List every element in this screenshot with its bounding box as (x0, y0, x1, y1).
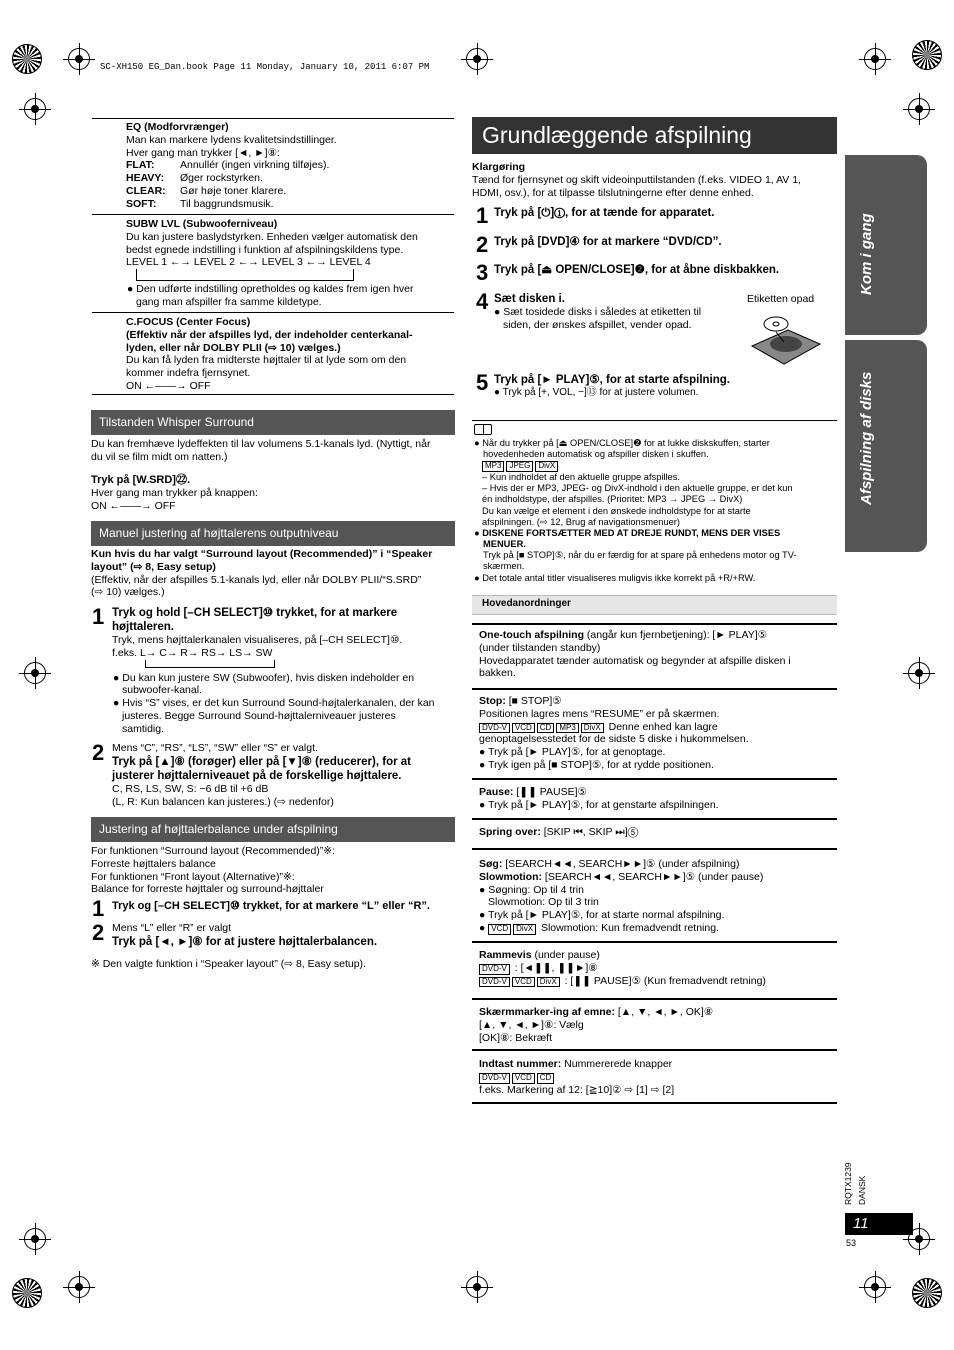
page-number-small: 53 (846, 1238, 857, 1248)
table-row: Skærmmarker-ing af emne: [▲, ▼, ◄, ►, OK]⑧ [▲, ▼, ◄, ►]⑧: Vælg [OK]⑧: Bekræft (479, 1006, 714, 1044)
registration-star-top-left (12, 44, 42, 74)
registration-star-bottom-right (912, 1278, 942, 1308)
table-row: Stop: [■ STOP]⑤ Positionen lagres mens “RESUME” er på skærmen. DVD-V VCD CD MP3 DivX Denne enhed kan lagre genoptagelsesstedet for de sidste 5 diske i hukommelsen. ● Tryk på [► PLAY]⑤, for at genoptage. ● Tryk igen på [■ STOP]⑤, for at rydde positionen. (479, 695, 749, 771)
step-text: Tryk på [DVD]④ for at markere “DVD/CD”. (494, 236, 722, 248)
side-tab-label: Kom i gang (858, 213, 875, 295)
subw-section (126, 218, 446, 309)
tag-badge: MP3 (482, 461, 504, 472)
crosshair-mark (466, 1276, 488, 1298)
tag-badge: JPEG (506, 461, 533, 472)
manual-step2: Mens “C”, “RS”, “LS”, “SW” eller “S” er valgt. Tryk på [▲]⑧ (forøger) eller på [▼]⑧ (reducerer), for at justerer højttalerniveauet på de forskellige højttalere. C, RS, LS, SW, S: −6 dB til +6 dB (L, R: Kun balancen kan justeres.) (⇨ nedenfor) (112, 742, 411, 808)
whisper-heading: Tilstanden Whisper Surround (91, 410, 455, 435)
disc-tray-illustration (748, 306, 822, 366)
table-row-line (472, 623, 837, 625)
table-row-line (472, 998, 837, 1000)
whisper-press: Tryk på [W.SRD]㉒. (91, 473, 191, 486)
crosshair-mark (864, 1276, 886, 1298)
registration-star-bottom-left (12, 1278, 42, 1308)
balance-intro: For funktionen “Surround layout (Recommended)”※: Forreste højttalers balance For funktionen “Front layout (Alternative)”※: Balance for forreste højttaler og surround-højttaler (91, 845, 335, 896)
label-up-caption: Etiketten opad (747, 293, 815, 305)
table-row-line (472, 941, 837, 943)
table-row: Rammevis (under pause) DVD-V : [◄❚❚, ❚❚►]⑧ DVD-V VCD DivX : [❚❚ PAUSE]⑤ (Kun fremadvendt retning) (479, 949, 766, 987)
eq-option: FLAT: Annullér (ingen virkning tilføjes). (126, 159, 330, 172)
step-number: 2 (476, 232, 489, 257)
cfocus-note: lyden, eller når DOLBY PLII (⇨ 10) vælges.) (126, 341, 341, 354)
eq-title: EQ (Modforvrænger) (126, 121, 229, 133)
step-5: Tryk på [► PLAY]⑤, for at starte afspilning. ● Tryk på [+, VOL, −]⑬ for at justere volumen. (494, 374, 730, 399)
doc-code: RQTX1239 (843, 1162, 853, 1205)
registration-star-top-right (912, 40, 942, 70)
crosshair-mark (24, 662, 46, 684)
table-row: Søg: [SEARCH◄◄, SEARCH►►]⑤ (under afspilning) Slowmotion: [SEARCH◄◄, SEARCH►►]⑤ (under pause) ● Søgning: Op til 4 trin Slowmotion: Op til 3 trin ● Tryk på [► PLAY]⑤, for at starte normal afspilning. ● VCD DivX Slowmotion: Kun fremadvendt retning. (479, 858, 764, 934)
crosshair-mark (908, 98, 930, 120)
step-number: 3 (476, 260, 489, 285)
step-number: 2 (92, 740, 105, 765)
step-text: Tryk på [⏻]①, for at tænde for apparatet. (494, 207, 715, 219)
eq-line: Man kan markere lydens kvalitetsindstillinger. (126, 133, 337, 146)
eq-section (126, 121, 446, 211)
table-row-line (472, 1102, 837, 1104)
whisper-section: Du kan fremhæve lydeffekten til lav volumens 5.1-kanals lyd. (Nyttigt, når du vil se film midt om natten.) Tryk på [W.SRD]㉒. Hver gang man trykker på knappen: ON ←——→ OFF (91, 438, 455, 513)
subw-bullet: gang man afspiller fra samme kildetype. (136, 295, 322, 308)
eq-option: CLEAR: Gør høje toner klarere. (126, 184, 287, 197)
divider (92, 312, 454, 313)
manual-intro: Kun hvis du har valgt “Surround layout (Recommended)” i “Speaker layout” (⇨ 8, Easy setup) (Effektiv, når der afspilles 5.1-kanals lyd, eller når DOLBY PLII/“S.SRD” (⇨ 10) vælges.) (91, 548, 433, 599)
step-number: 1 (92, 604, 105, 629)
table-row: Pause: [❚❚ PAUSE]⑤ ● Tryk på [► PLAY]⑤, for at genstarte afspilningen. (479, 786, 719, 811)
step-number: 1 (476, 203, 489, 228)
table-row-line (472, 688, 837, 690)
balance-heading: Justering af højttalerbalance under afspilning (91, 817, 455, 842)
divider (472, 420, 837, 421)
subw-loop-arrow (136, 269, 354, 281)
subw-line: Du kan justere baslydstyrken. Enheden vælger automatisk den (126, 230, 418, 243)
cfocus-toggle: ON ←——→ OFF (126, 379, 211, 392)
cfocus-line: Du kan få lyden fra midterste højttaler til at lyde som om den (126, 354, 407, 367)
subw-title: SUBW LVL (Subwooferniveau) (126, 218, 278, 230)
crosshair-mark (68, 1276, 90, 1298)
step-number: 2 (92, 920, 105, 945)
cfocus-note: (Effektiv når der afspilles lyd, der indeholder centerkanal- (126, 328, 413, 341)
eq-line: Hver gang man trykker [◄, ►]⑧: (126, 146, 280, 159)
subw-line: bedst egnede indstilling i funktion af afspilningskildens type. (126, 243, 404, 256)
step-number: 4 (476, 289, 489, 314)
footnote: ※ Den valgte funktion i “Speaker layout” (⇨ 8, Easy setup). (91, 958, 366, 970)
channel-loop-arrow (145, 660, 275, 668)
divider (92, 118, 454, 119)
eq-option: SOFT: Til baggrundsmusik. (126, 197, 274, 210)
crosshair-mark (68, 48, 90, 70)
subw-levels: LEVEL 1 ←→ LEVEL 2 ←→ LEVEL 3 ←→ LEVEL 4 (126, 256, 371, 269)
table-row-line (472, 818, 837, 820)
language-label: DANSK (857, 1175, 867, 1205)
cfocus-title: C.FOCUS (Center Focus) (126, 316, 251, 328)
step-4: Sæt disken i. ● Sæt tosidede disks i således at etiketten til siden, der ønskes afspillet, vender opad. (494, 293, 702, 331)
crosshair-mark (466, 48, 488, 70)
divider (92, 394, 454, 395)
table-row: Indtast nummer: Nummererede knapper DVD-V VCD CD f.eks. Markering af 12: [≧10]② ⇨ [1] ⇨ [2] (479, 1058, 675, 1096)
balance-step2: Mens “L” eller “R” er valgt Tryk på [◄, ►]⑧ for at justere højttalerbalancen. (112, 922, 378, 948)
table-row-line (472, 848, 837, 850)
crosshair-mark (24, 1228, 46, 1250)
notes: ● Når du trykker på [⏏ OPEN/CLOSE]❷ for at lukke diskskuffen, starter hovedenheden automatisk og afspiller disken i skuffen. MP3 JPEG DivX – Kun indholdet af den aktuelle gruppe afspilles. – Hvis der er MP3, JPEG- og DivX-indhold i den aktuelle gruppe, er det kun én indholdstype, der afspilles. (Prioritet: MP3 → JPEG → DivX) Du kan vælge et element i den ønskede indholdstype for at starte afspilningen. (⇨ 12, Brug af navigationsmenuer) ● DISKENE FORTSÆTTER MED AT DREJE RUNDT, MENS DER VISES MENUER. Tryk på [■ STOP]⑤, når du er færdig for at spare på enhedens motor og TV- skærmen. ● Det totale antal titler visualiseres muligvis ikke korrekt på +R/+RW. (474, 438, 797, 583)
table-row-line (472, 1049, 837, 1051)
crosshair-mark (908, 662, 930, 684)
prep-section: Klargøring Tænd for fjernsynet og skift videoinputtilstanden (f.eks. VIDEO 1, AV 1, HDMI, osv.), for at tilpasse tilslutningerne efter denne enhed. (472, 161, 801, 199)
step-number: 1 (92, 896, 105, 921)
book-icon (474, 424, 492, 435)
table-row: Spring over: [SKIP ⏮, SKIP ⏭]⑤ (479, 826, 639, 838)
manual-heading: Manuel justering af højttalerens outputniveau (91, 521, 455, 546)
page-title: Grundlæggende afspilning (472, 117, 837, 154)
cfocus-line: kommer indefra fjernsynet. (126, 367, 251, 380)
table-row-line (472, 778, 837, 780)
main-heading: Hovedanordninger (482, 598, 571, 609)
step-number: 5 (476, 370, 489, 395)
balance-step1: Tryk og [–CH SELECT]⑩ trykket, for at markere “L” eller “R”. (112, 900, 430, 912)
tag-badge: DivX (535, 461, 558, 472)
divider (92, 214, 454, 215)
print-header: SC-XH150 EG_Dan.book Page 11 Monday, January 10, 2011 6:07 PM (100, 62, 430, 72)
page-number: 11 (845, 1213, 913, 1235)
step-text: Tryk på [⏏ OPEN/CLOSE]❷, for at åbne diskbakken. (494, 264, 780, 276)
side-tab-label: Afspilning af disks (858, 371, 875, 505)
table-row: One-touch afspilning (angår kun fjernbetjening): [► PLAY]⑤ (under tilstanden standby) Hovedapparatet tænder automatisk og begynder at afspille disken i bakken. (479, 629, 791, 680)
eq-option: HEAVY: Øger rockstyrken. (126, 172, 263, 185)
crosshair-mark (864, 48, 886, 70)
cfocus-section (126, 316, 446, 393)
crosshair-mark (24, 98, 46, 120)
manual-step1: Tryk og hold [–CH SELECT]⑩ trykket, for at markere højttaleren. Tryk, mens højttalerkanalen visualiseres, på [–CH SELECT]⑩. f.eks. L→ C→ R→ RS→ LS→ SW ● Du kan kun justere SW (Subwoofer), hvis disken indeholder en subwoofer-kanal. ● Hvis “S” vises, er det kun Surround Sound-højtalerkanalen, der kan justeres. Begge Surround Sound-højttalerniveauer justeres samtidig. (112, 607, 435, 735)
subw-bullet: ● Den udførte indstilling opretholdes og kaldes frem igen hver (127, 283, 414, 296)
